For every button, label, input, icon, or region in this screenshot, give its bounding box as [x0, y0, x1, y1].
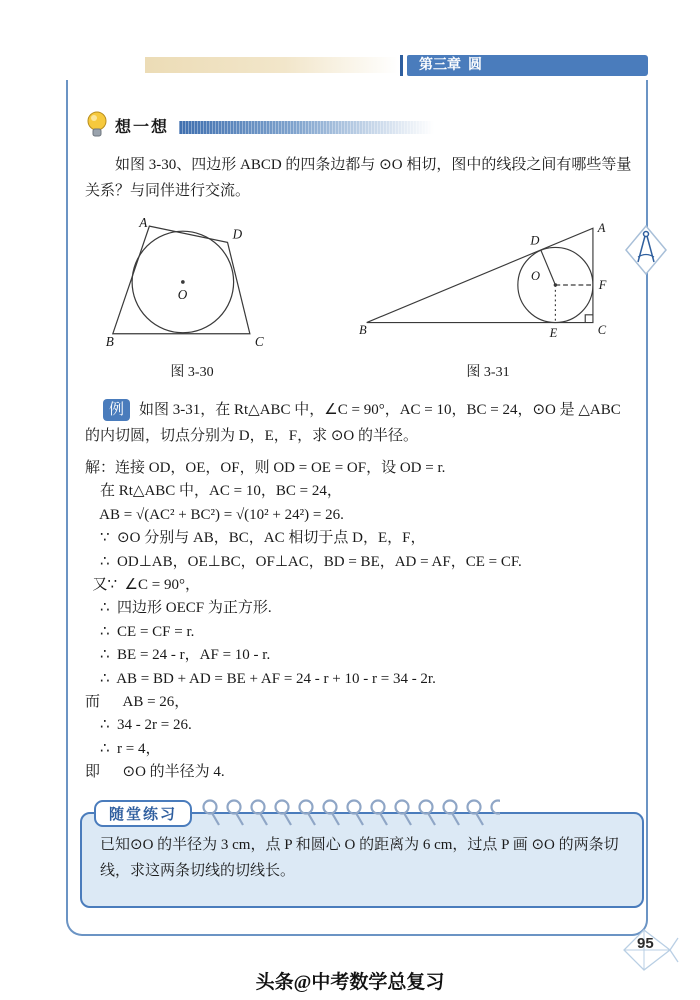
fig30-label-d: D [232, 226, 243, 242]
solution-line: AB = √(AC² + BC²) = √(10² + 24²) = 26. [85, 506, 344, 523]
example-statement-row [85, 397, 637, 449]
lightbulb-icon [85, 110, 109, 140]
fig31-label-a: A [597, 221, 606, 236]
header-separator [400, 55, 403, 76]
figure-3-30 [93, 218, 291, 381]
solution-line: 在 Rt△ABC 中，AC = 10，BC = 24， [85, 483, 342, 500]
fig31-label-o: O [530, 269, 540, 284]
fig30-label-b: B [105, 333, 114, 349]
solution-line: ∴ BE = 24 - r，AF = 10 - r. [85, 647, 271, 664]
think-section-header [85, 110, 637, 140]
figures-row [85, 218, 637, 381]
think-body: 如图 3-30、四边形 ABCD 的四条边都与 ⊙O 相切，图中的线段之间有哪些等量关系？与同伴进行交流。 [85, 157, 632, 199]
solution-line: ∴ OD⊥AB，OE⊥BC，OF⊥AC，BD = BE，AD = AF，CE = CF. [85, 553, 522, 570]
think-title: 想一想 [115, 118, 170, 136]
fig31-label-c: C [597, 323, 607, 338]
solution-line: 即 ⊙O 的半径为 4. [85, 764, 225, 781]
page-number: 95 [637, 935, 654, 952]
solution-line: ∴ r = 4， [85, 740, 161, 757]
fig30-diagram [93, 218, 291, 352]
solution-line: ∴ 四边形 OECF 为正方形. [85, 600, 272, 617]
fig30-label-a: A [139, 218, 148, 231]
fig30-label-o: O [177, 287, 188, 303]
header-gradient-strip [145, 57, 398, 73]
solution-line: 又∵ ∠C = 90°， [85, 577, 200, 594]
solution-block [85, 457, 637, 785]
solution-line: ∵ ⊙O 分别与 AB，BC，AC 相切于点 D，E，F， [85, 530, 426, 547]
spiral-binding [200, 798, 500, 826]
practice-box [80, 807, 644, 908]
fig31-label-e: E [549, 325, 558, 340]
example-badge: 例 [103, 399, 130, 421]
solution-line: ∴ CE = CF = r. [85, 623, 195, 640]
example-statement: 如图 3-31，在 Rt△ABC 中，∠C = 90°，AC = 10，BC = 24，⊙O 是 △ABC 的内切圆，切点分别为 D，E，F，求 ⊙O 的半径。 [85, 402, 621, 444]
solution-line: ∴ 34 - 2r = 26. [85, 717, 192, 734]
fig31-label-f: F [598, 277, 607, 292]
chapter-header: 第三章 圆 [407, 55, 648, 76]
fig31-label-d: D [530, 233, 540, 248]
watermark: 头条@中考数学总复习 [255, 972, 445, 993]
solution-line: 解：连接 OD，OE，OF，则 OD = OE = OF，设 OD = r. [85, 460, 446, 476]
solution-line: ∴ AB = BD + AD = BE + AF = 24 - r + 10 - r = 34 - 2r. [85, 670, 436, 687]
think-gradient-bar [179, 121, 434, 134]
figure-3-31 [359, 218, 617, 381]
fig30-caption: 图 3-30 [170, 365, 214, 380]
practice-body: 已知⊙O 的半径为 3 cm，点 P 和圆心 O 的距离为 6 cm，过点 P 画 ⊙O 的两条切线，求这两条切线的切线长。 [100, 837, 619, 879]
main-content [85, 110, 637, 785]
fig30-label-c: C [254, 333, 264, 349]
fig31-caption: 图 3-31 [466, 365, 510, 380]
practice-title: 随堂练习 [94, 800, 192, 827]
fig31-diagram [359, 218, 617, 352]
solution-line: 而 AB = 26， [85, 694, 190, 711]
fig31-label-b: B [359, 323, 367, 338]
